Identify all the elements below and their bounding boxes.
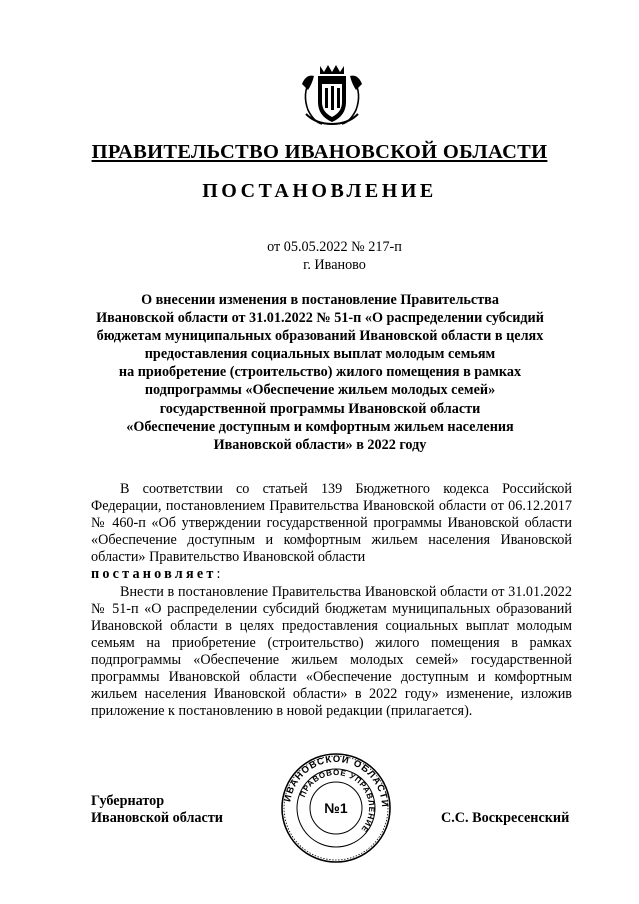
- subject-line: на приобретение (строительство) жилого помещения в рамках: [118, 364, 522, 381]
- document-type: ПОСТАНОВЛЕНИЕ: [202, 180, 437, 202]
- signatory-title-line: Ивановской области: [91, 810, 223, 826]
- subject-line: бюджетам муниципальных образований Ивановской области в целях: [96, 328, 544, 345]
- resolution-paragraph: Внести в постановление Правительства Ивановской области от 31.01.2022 № 51-п «О распределении субсидий бюджетам муниципальных образований Ивановской области в целях предоставления социальных выплат молодым семьям на приобретение (строительство) жилого помещения в рамках подпрограммы «Обеспечение жильем молодых семей» государственной программы Ивановской области «Обеспечение доступным и комфортным жильем населения Ивановской области» в 2022 году» изменение, изложив приложение к постановлению в новой редакции (прилагается).: [91, 583, 572, 720]
- subject-line: подпрограммы «Обеспечение жильем молодых семей»: [144, 382, 496, 399]
- decree-word: постановляет: [91, 566, 217, 583]
- subject-line: Ивановской области от 31.01.2022 № 51-п «О распределении субсидий: [96, 310, 544, 327]
- organization-title: ПРАВИТЕЛЬСТВО ИВАНОВСКОЙ ОБЛАСТИ: [91, 141, 548, 163]
- preamble-text: В соответствии со статьей 139 Бюджетного кодекса Российской Федерации, постановлением Правительства Ивановской области от 06.12.2017 № 460-п «Об утверждении государственной программы Ивановской области «Обеспечение доступным и комфортным жильем населения Ивановской области» Правительство Ивановской области: [91, 481, 572, 566]
- document-subject: [60, 291, 580, 454]
- preamble-paragraph: [91, 481, 572, 584]
- document-body: [91, 481, 572, 720]
- subject-line: О внесении изменения в постановление Правительства: [141, 292, 499, 308]
- signatory-name: С.С. Воскресенский: [441, 810, 570, 826]
- subject-line: государственной программы Ивановской области: [159, 400, 481, 417]
- official-stamp: [280, 752, 392, 864]
- decree-colon: :: [216, 566, 221, 583]
- date-number: от 05.05.2022 № 217-п: [267, 239, 402, 255]
- stamp-outer-text: ИВАНОВСКОЙ ОБЛАСТИ: [282, 753, 391, 809]
- subject-line: предоставления социальных выплат молодым семьям: [144, 346, 496, 363]
- ivanovo-coat-of-arms-icon: [296, 62, 368, 128]
- stamp-number: №1: [324, 800, 348, 816]
- stamp-inner-text: ПРАВОВОЕ УПРАВЛЕНИЕ: [298, 767, 377, 835]
- signatory-title-line: Губернатор: [91, 793, 165, 809]
- subject-line: Ивановской области» в 2022 году: [213, 436, 427, 453]
- subject-line: «Обеспечение доступным и комфортным жильем населения: [126, 418, 514, 435]
- signatory-title: [91, 793, 223, 827]
- city: г. Иваново: [303, 257, 366, 273]
